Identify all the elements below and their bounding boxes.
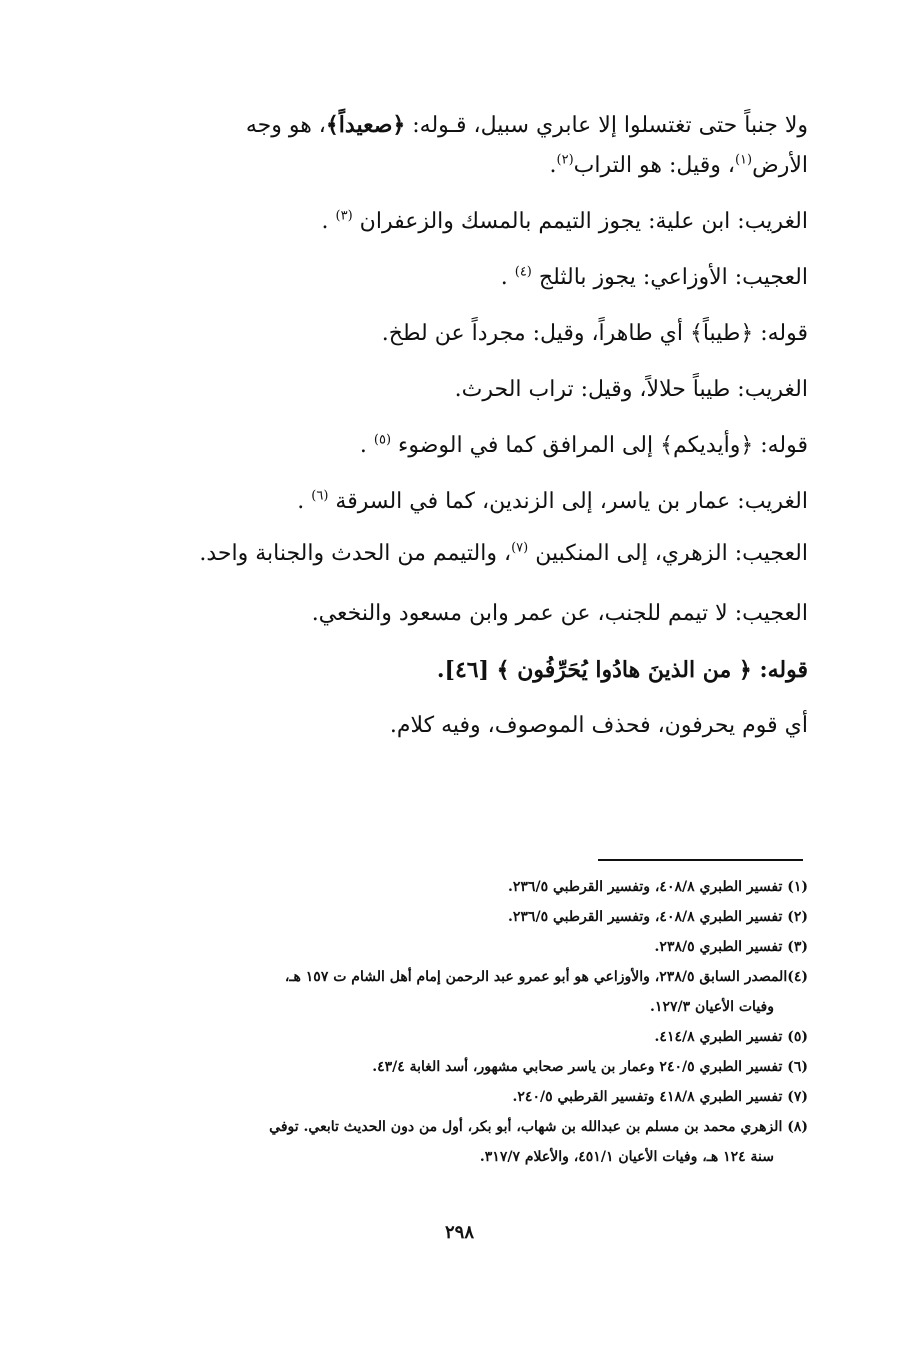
- text-line: ، وقيل: هو التراب: [573, 153, 735, 178]
- paragraph-ibn-ulayya: الغريب: ابن علية: يجوز التيمم بالمسك والزعفران $^{(٣)}$ .: [321, 208, 808, 234]
- footnote-ref: (٣): [335, 208, 353, 224]
- footnote-text: (٥) تفسير الطبري ٤١٤/٨.: [654, 1029, 808, 1045]
- footnote-text: (٨) الزهري محمد بن مسلم بن عبدالله بن شهاب، أبو بكر، أول من دون الحديث تابعي. توفي: [269, 1119, 808, 1135]
- footnote-separator: [598, 859, 803, 861]
- footnote-ref: (٧): [511, 540, 529, 556]
- paragraph-tayyib-gharib: الغريب: طيباً حلالاً، وقيل: تراب الحرث.: [454, 377, 808, 402]
- footnote-ref: (٦): [311, 488, 329, 504]
- footnotes: [106, 872, 808, 1172]
- quran-quote: ﴿صعيداً﴾: [325, 112, 406, 138]
- main-text: [108, 105, 808, 754]
- text-line: ولا جنباً حتى تغتسلوا إلا عابري سبيل، قـوله:: [412, 113, 808, 138]
- footnote-5: [106, 1022, 808, 1052]
- footnote-ref: (٤): [514, 264, 532, 280]
- footnote-4: [106, 962, 808, 1022]
- footnote-ref: (٥): [373, 432, 392, 448]
- footnote-text: (٣) تفسير الطبري ٢٣٨/٥.: [654, 939, 808, 955]
- text-line: الغريب: ابن علية: يجوز التيمم بالمسك والزعفران: [359, 209, 808, 234]
- text-line: العجيب: الأوزاعي: يجوز بالثلج: [538, 265, 808, 290]
- footnote-ref: (١): [734, 152, 753, 168]
- paragraph-aydikum: قوله: ﴿وأيديكم﴾ إلى المرافق كما في الوضوء $^{(٥)}$ .: [359, 432, 808, 458]
- paragraph-hadu: قوله: ﴿ من الذينَ هادُوا يُحَرِّفُون ﴾ [٤٦].: [436, 657, 808, 683]
- paragraph-junub: العجيب: لا تيمم للجنب، عن عمر وابن مسعود والنخعي.: [311, 601, 808, 626]
- footnote-3: [106, 932, 808, 962]
- footnote-text: (٦) تفسير الطبري ٢٤٠/٥ وعمار بن ياسر صحابي مشهور، أسد الغابة ٤٣/٤.: [372, 1059, 808, 1075]
- footnote-text: (٧) تفسير الطبري ٤١٨/٨ وتفسير القرطبي ٢٤٠/٥.: [512, 1089, 808, 1105]
- paragraph-qawm: أي قوم يحرفون، فحذف الموصوف، وفيه كلام.: [389, 713, 808, 738]
- paragraph-said: [108, 105, 808, 186]
- paragraph-ammar: الغريب: عمار بن ياسر، إلى الزندين، كما في السرقة $^{(٦)}$ .: [297, 488, 808, 514]
- text-line: ، هو وجه: [245, 113, 326, 138]
- footnote-8: [106, 1112, 808, 1172]
- footnote-1: [106, 872, 808, 902]
- text-line: الغريب: عمار بن ياسر، إلى الزندين، كما في السرقة: [335, 489, 808, 514]
- text-line: .: [549, 153, 557, 178]
- text-line: ، والتيمم من الحدث والجنابة واحد.: [199, 541, 512, 566]
- paragraph-zuhri: [108, 530, 808, 578]
- footnote-continuation: سنة ١٢٤ هـ، وفيات الأعيان ٤٥١/١، والأعلام ٣١٧/٧.: [479, 1149, 774, 1165]
- footnote-continuation: وفيات الأعيان ١٢٧/٣.: [650, 999, 774, 1015]
- footnote-6: [106, 1052, 808, 1082]
- footnote-text: (٤)المصدر السابق ٢٣٨/٥، والأوزاعي هو أبو عمرو عبد الرحمن إمام أهل الشام ت ١٥٧ هـ،: [284, 969, 808, 985]
- text-line: العجيب: الزهري، إلى المنكبين: [535, 541, 808, 566]
- text-line: قوله: ﴿وأيديكم﴾ إلى المرافق كما في الوضوء: [398, 433, 808, 458]
- footnote-text: (٢) تفسير الطبري ٤٠٨/٨، وتفسير القرطبي ٢٣٦/٥.: [508, 909, 808, 925]
- page-number: ٢٩٨: [444, 1222, 474, 1243]
- footnote-2: [106, 902, 808, 932]
- footnote-text: (١) تفسير الطبري ٤٠٨/٨، وتفسير القرطبي ٢٣٦/٥.: [508, 879, 808, 895]
- footnote-7: [106, 1082, 808, 1112]
- paragraph-awzai: العجيب: الأوزاعي: يجوز بالثلج $^{(٤)}$ .: [500, 264, 808, 290]
- text-line: الأرض: [752, 153, 808, 178]
- paragraph-tayyib: قوله: ﴿طيباً﴾ أي طاهراً، وقيل: مجرداً عن لطخ.: [381, 321, 808, 346]
- footnote-ref: (٢): [556, 152, 574, 168]
